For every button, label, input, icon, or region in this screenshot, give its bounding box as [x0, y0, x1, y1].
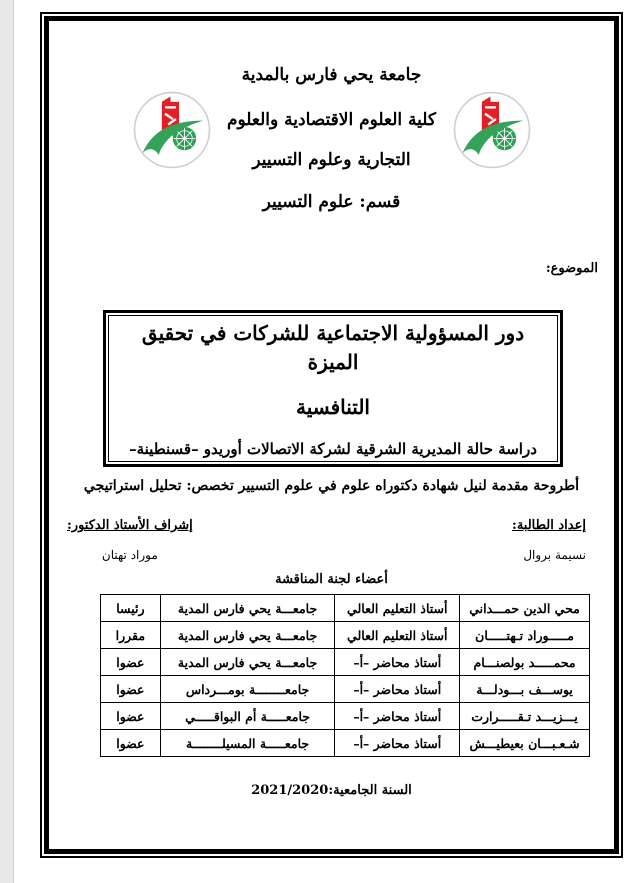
member-name: مـــــوراد تـهتـــــان [460, 622, 590, 649]
thesis-title-line1: دور المسؤولية الاجتماعية للشركات في تحقيق الميزة [141, 321, 525, 374]
member-rank: أستاذ محاضر –أ– [335, 730, 460, 757]
department-name: قسم: علوم التسيير [262, 192, 401, 212]
thesis-cover-page [49, 21, 614, 849]
table-row [101, 730, 590, 757]
table-row [101, 622, 590, 649]
member-university: جامعـــة يحي فارس المدية [160, 649, 335, 676]
faculty-name-line1: كلية العلوم الاقتصادية والعلوم [226, 110, 437, 130]
academic-year: السنة الجامعية:2021/2020 [251, 783, 412, 798]
subject-label: الموضوع: [545, 261, 598, 276]
student-block [512, 518, 586, 562]
member-role: رئيسا [101, 595, 161, 622]
supervisor-label: إشراف الأستاذ الدكتور: [67, 518, 193, 533]
student-label: إعداد الطالبة: [512, 518, 586, 533]
member-name: يـــزيـــد تـقـــــرارت [460, 703, 590, 730]
table-row [101, 703, 590, 730]
window-edge-strip [0, 0, 14, 883]
page-border-frame-inner [44, 16, 619, 854]
member-university: جامعـــة يحي فارس المدية [160, 595, 335, 622]
member-university: جامعــــــــة بومـــرداس [160, 676, 335, 703]
supervisor-name: موراد تهتان [101, 548, 158, 562]
table-row [101, 595, 590, 622]
faculty-name-line2: التجارية وعلوم التسيير [252, 150, 411, 170]
committee-table [100, 594, 590, 757]
member-role: مقررا [101, 622, 161, 649]
university-name: جامعة يحي فارس بالمدية [241, 65, 422, 85]
university-logo-left [133, 91, 211, 169]
table-row [101, 676, 590, 703]
thesis-degree-note: أطروحة مقدمة لنيل شهادة دكتوراه علوم في علوم التسيير تخصص: تحليل استراتيجي [83, 478, 580, 494]
university-logo-right [453, 91, 531, 169]
member-university: جامعـــة يحي فارس المدية [160, 622, 335, 649]
table-row [101, 649, 590, 676]
thesis-title-box [103, 310, 563, 467]
member-role: عضوا [101, 649, 161, 676]
member-university: جامعـــــة المسيلــــــــة [160, 730, 335, 757]
member-rank: أستاذ التعليم العالي [335, 595, 460, 622]
member-name: شـعـبـــان بعيطيـــش [460, 730, 590, 757]
member-rank: أستاذ محاضر –أ– [335, 703, 460, 730]
member-rank: أستاذ محاضر –أ– [335, 676, 460, 703]
member-role: عضوا [101, 676, 161, 703]
member-role: عضوا [101, 703, 161, 730]
member-rank: أستاذ محاضر –أ– [335, 649, 460, 676]
thesis-subtitle: دراسة حالة المديرية الشرقية لشركة الاتصالات أوريدو –قسنطينة– [129, 440, 537, 458]
supervisor-block [67, 518, 193, 562]
thesis-title-line2: التنافسية [296, 395, 370, 419]
member-name: محمـــــد بولصنـــام [460, 649, 590, 676]
committee-title: أعضاء لجنة المناقشة [275, 572, 388, 587]
thesis-title-box-inner [108, 315, 558, 462]
student-name: نسيمة بروال [523, 548, 586, 562]
member-name: يوســـف بـــودلـــة [460, 676, 590, 703]
member-university: جامعـــــة أم البواقـــــي [160, 703, 335, 730]
member-role: عضوا [101, 730, 161, 757]
page-border-frame [40, 12, 623, 858]
member-name: محي الدين حمـــداني [460, 595, 590, 622]
member-rank: أستاذ التعليم العالي [335, 622, 460, 649]
